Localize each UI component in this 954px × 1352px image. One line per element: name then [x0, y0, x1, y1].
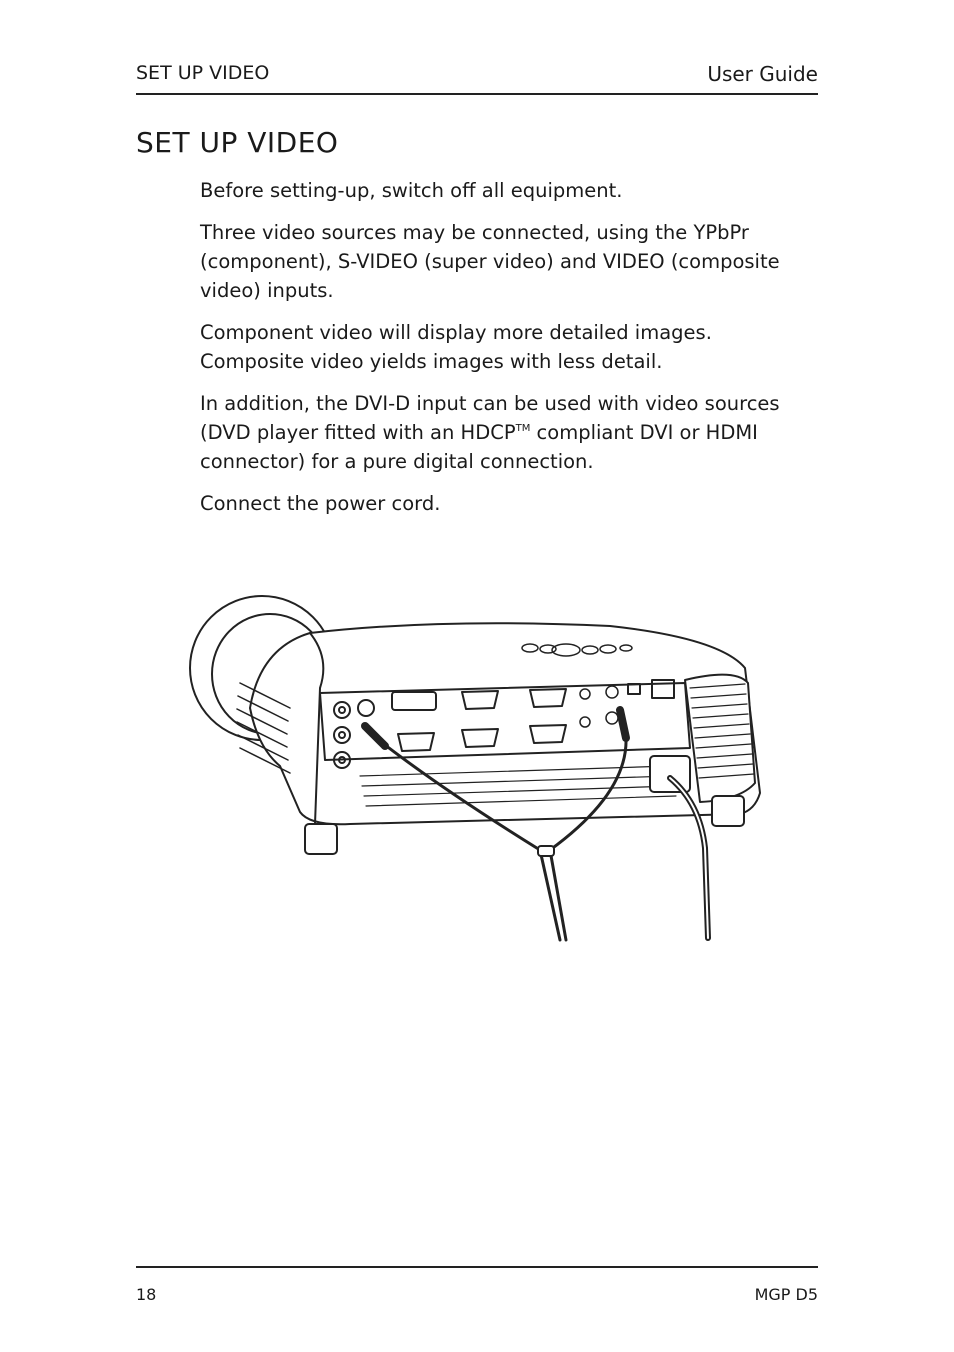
header-guide: User Guide [707, 62, 818, 86]
footer-divider [136, 1266, 818, 1268]
header-divider [136, 93, 818, 95]
paragraph-power-cord: Connect the power cord. [200, 492, 441, 515]
dvi-text-end: compliant DVI or HDMI connector) for a pure digital connection. [200, 421, 758, 473]
paragraph-video-sources: Three video sources may be connected, using the YPbPr (component), S-VIDEO (super video) and VIDEO (composite video) inputs. [200, 221, 780, 302]
paragraph-component-vs-composite: Component video will display more detailed images. Composite video yields images with less detail. [200, 321, 712, 373]
page-number: 18 [136, 1285, 157, 1304]
trademark-mark: TM [515, 423, 531, 434]
body-text [200, 176, 820, 531]
rear-foot [712, 796, 744, 826]
header-section: SET UP VIDEO [136, 62, 270, 84]
power-socket [650, 756, 690, 792]
dvi-text-start: In addition, the DVI-D input can be used with video sources (DVD player fitted with an HDCP [200, 392, 780, 444]
paragraph-dvi-d [200, 389, 820, 476]
page-title: SET UP VIDEO [136, 126, 339, 159]
paragraph-power-off: Before setting-up, switch off all equipment. [200, 179, 623, 202]
projector-illustration [180, 588, 780, 948]
footer-model: MGP D5 [754, 1285, 818, 1304]
cable-tie [538, 846, 554, 856]
front-foot [305, 824, 337, 854]
